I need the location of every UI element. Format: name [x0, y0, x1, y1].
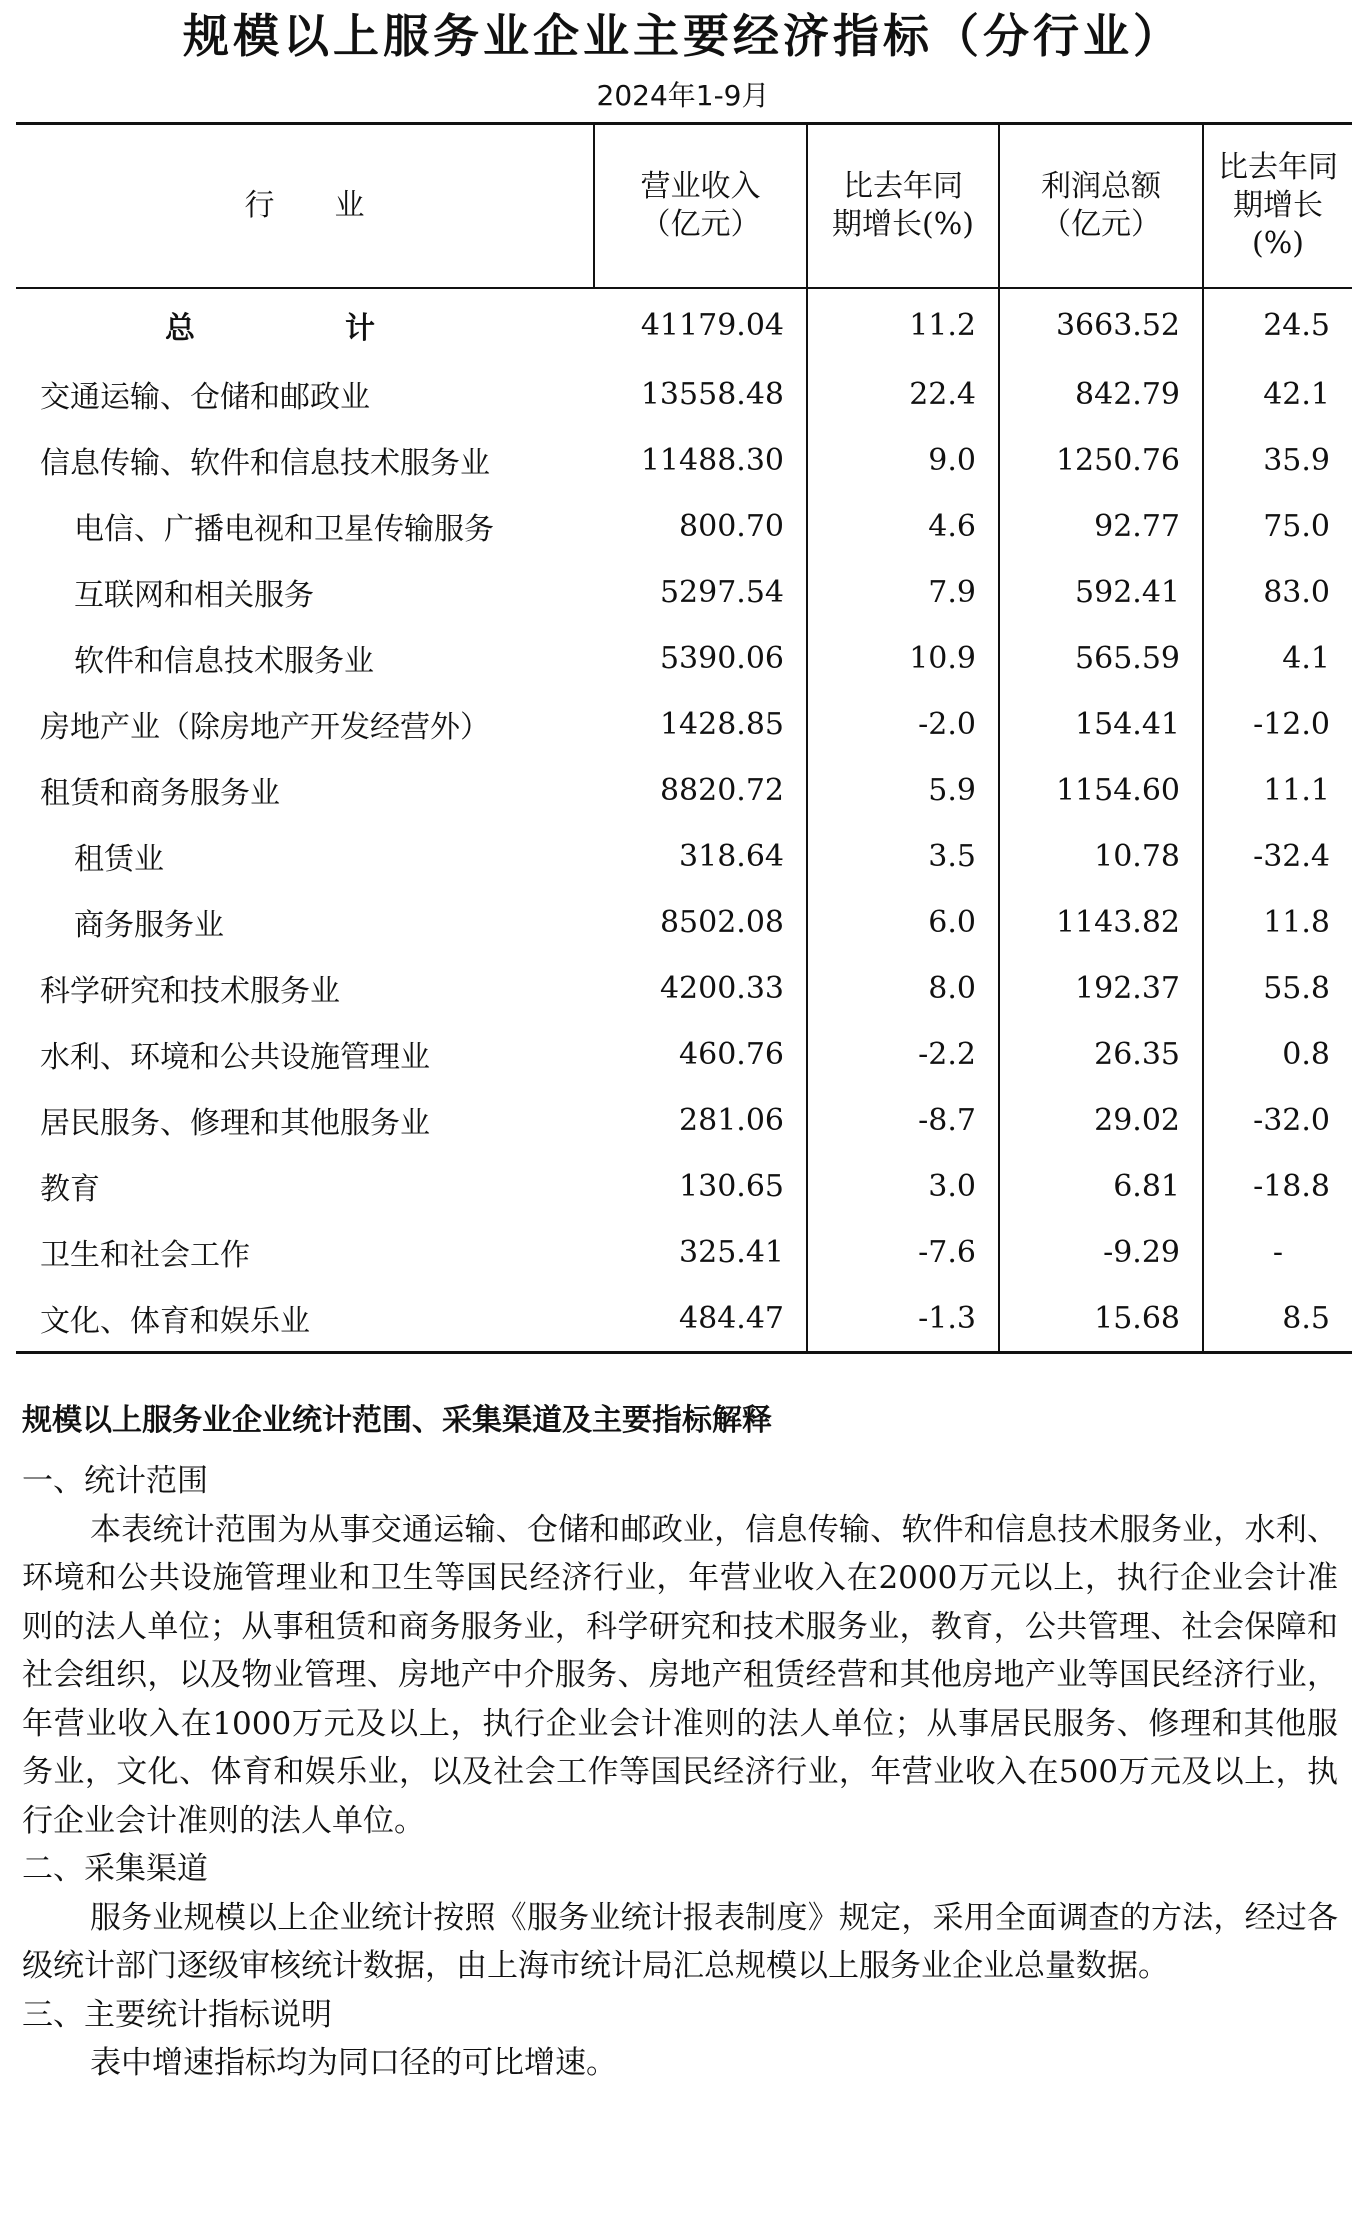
- table-row: [16, 823, 1352, 889]
- profit-cell: 1143.82: [999, 889, 1203, 955]
- profit-growth-cell: -32.0: [1203, 1087, 1352, 1153]
- profit-cell: 154.41: [999, 691, 1203, 757]
- profit-growth-cell: -12.0: [1203, 691, 1352, 757]
- header-revenue-growth-unit: 期增长(%): [832, 207, 974, 242]
- profit-cell: 92.77: [999, 493, 1203, 559]
- header-profit-growth: [1203, 124, 1352, 289]
- notes-heading: 规模以上服务业企业统计范围、采集渠道及主要指标解释: [22, 1403, 772, 1438]
- page-title: 规模以上服务业企业主要经济指标（分行业）: [183, 9, 1183, 63]
- section-body-indicators: 表中增速指标均为同口径的可比增速。: [90, 2045, 617, 2081]
- industry-cell: 居民服务、修理和其他服务业: [40, 1106, 430, 1141]
- industry-cell: 房地产业（除房地产开发经营外）: [40, 710, 490, 745]
- notes-section: [22, 1393, 1338, 2088]
- revenue-cell: 484.47: [594, 1285, 807, 1353]
- header-profit-unit: （亿元）: [1041, 207, 1161, 242]
- table-row: [16, 1087, 1352, 1153]
- revenue-growth-cell: 7.9: [807, 559, 999, 625]
- table-row: [16, 1219, 1352, 1285]
- header-profit-line: 利润总额: [1041, 169, 1161, 204]
- table-row: [16, 361, 1352, 427]
- revenue-cell: 13558.48: [640, 376, 784, 412]
- profit-cell: 1250.76: [999, 427, 1203, 493]
- profit-growth-cell: 4.1: [1203, 625, 1352, 691]
- industry-cell: 商务服务业: [74, 908, 224, 943]
- revenue-growth-cell: -8.7: [807, 1087, 999, 1153]
- section-title-channel: 二、采集渠道: [22, 1851, 208, 1887]
- industry-cell: 卫生和社会工作: [40, 1238, 250, 1273]
- section-title-indicators: 三、主要统计指标说明: [22, 1996, 332, 2033]
- profit-cell: 10.78: [999, 823, 1203, 889]
- profit-cell: 29.02: [999, 1087, 1203, 1153]
- industry-cell: 交通运输、仓储和邮政业: [40, 380, 370, 415]
- header-profit-growth-line: 比去年同: [1218, 150, 1338, 185]
- profit-cell: 26.35: [999, 1021, 1203, 1087]
- header-profit-growth-line2: 期增长: [1233, 188, 1323, 223]
- industry-cell: 租赁业: [74, 842, 164, 877]
- revenue-cell: 5297.54: [659, 574, 784, 610]
- table-row-total: [16, 288, 1352, 361]
- revenue-cell: 318.64: [679, 838, 784, 874]
- profit-growth-cell: 42.1: [1203, 361, 1352, 427]
- header-revenue-line: 营业收入: [640, 169, 761, 204]
- revenue-growth-cell: 22.4: [807, 361, 999, 427]
- industry-cell: 总 计: [165, 311, 405, 346]
- revenue-cell: 281.06: [679, 1102, 784, 1138]
- revenue-growth-cell: -1.3: [807, 1285, 999, 1353]
- profit-growth-cell: 83.0: [1203, 559, 1352, 625]
- table-row: [16, 559, 1352, 625]
- table-row: [16, 493, 1352, 559]
- table-row: [16, 1021, 1352, 1087]
- profit-cell: 592.41: [999, 559, 1203, 625]
- table-row: [16, 691, 1352, 757]
- revenue-cell: 8820.72: [659, 772, 784, 808]
- profit-cell: 842.79: [999, 361, 1203, 427]
- revenue-cell: 1428.85: [659, 706, 784, 742]
- industry-cell: 互联网和相关服务: [74, 578, 314, 613]
- profit-cell: -9.29: [999, 1219, 1203, 1285]
- profit-cell: 15.68: [999, 1285, 1203, 1353]
- profit-growth-cell: 8.5: [1203, 1285, 1352, 1353]
- revenue-growth-cell: -2.2: [807, 1021, 999, 1087]
- revenue-growth-cell: 4.6: [807, 493, 999, 559]
- profit-growth-cell: 11.1: [1203, 757, 1352, 823]
- industry-cell: 电信、广播电视和卫星传输服务: [74, 512, 494, 547]
- header-revenue-unit: （亿元）: [640, 207, 761, 242]
- profit-cell: 6.81: [999, 1153, 1203, 1219]
- table-row: [16, 1153, 1352, 1219]
- table-row: [16, 955, 1352, 1021]
- industry-cell: 软件和信息技术服务业: [74, 644, 374, 679]
- header-revenue: [594, 124, 807, 289]
- industry-cell: 科学研究和技术服务业: [40, 974, 340, 1009]
- table-row: [16, 889, 1352, 955]
- table-row: [16, 757, 1352, 823]
- section-body-channel: 服务业规模以上企业统计按照《服务业统计报表制度》规定，采用全面调查的方法，经过各级统计部门逐级审核统计数据，由上海市统计局汇总规模以上服务业企业总量数据。: [22, 1899, 1338, 1984]
- revenue-cell: 11488.30: [640, 442, 784, 478]
- table-row: [16, 625, 1352, 691]
- profit-cell: 1154.60: [999, 757, 1203, 823]
- revenue-growth-cell: 5.9: [807, 757, 999, 823]
- revenue-growth-cell: 6.0: [807, 889, 999, 955]
- revenue-growth-cell: 8.0: [807, 955, 999, 1021]
- profit-growth-cell: 24.5: [1203, 288, 1352, 361]
- revenue-cell: 460.76: [679, 1036, 784, 1072]
- revenue-growth-cell: -2.0: [807, 691, 999, 757]
- revenue-cell: 325.41: [679, 1234, 784, 1270]
- industry-cell: 租赁和商务服务业: [40, 776, 280, 811]
- revenue-growth-cell: 3.0: [807, 1153, 999, 1219]
- revenue-growth-cell: 3.5: [807, 823, 999, 889]
- header-profit: [999, 124, 1203, 289]
- table-row: [16, 427, 1352, 493]
- revenue-growth-cell: 11.2: [807, 288, 999, 361]
- industry-cell: 文化、体育和娱乐业: [16, 1285, 594, 1353]
- indicators-table: [16, 122, 1352, 1354]
- table-header-row: [16, 124, 1352, 289]
- profit-growth-cell: -: [1203, 1219, 1352, 1285]
- header-revenue-growth-line: 比去年同: [843, 169, 963, 204]
- industry-cell: 水利、环境和公共设施管理业: [40, 1040, 430, 1075]
- header-revenue-growth: [807, 124, 999, 289]
- section-title-scope: 一、统计范围: [22, 1463, 208, 1499]
- section-body-scope: 本表统计范围为从事交通运输、仓储和邮政业，信息传输、软件和信息技术服务业，水利、环境和公共设施管理业和卫生等国民经济行业，年营业收入在2000万元以上，执行企业会计准则的法人单位；从事租赁和商务服务业，科学研究和技术服务业，教育，公共管理、社会保障和社会组织，以及物业管理、房地产中介服务、房地产租赁经营和其他房地产业等国民经济行业，年营业收入在1000万元及以上，执行企业会计准则的法人单位；从事居民服务、修理和其他服务业，文化、体育和娱乐业，以及社会工作等国民经济行业，年营业收入在500万元及以上，执行企业会计准则的法人单位。: [22, 1511, 1338, 1839]
- header-profit-growth-unit: (%): [1252, 226, 1304, 261]
- profit-growth-cell: 0.8: [1203, 1021, 1352, 1087]
- profit-growth-cell: 75.0: [1203, 493, 1352, 559]
- profit-cell: 3663.52: [999, 288, 1203, 361]
- revenue-growth-cell: 10.9: [807, 625, 999, 691]
- industry-cell: 信息传输、软件和信息技术服务业: [40, 446, 490, 481]
- profit-cell: 565.59: [999, 625, 1203, 691]
- profit-cell: 192.37: [999, 955, 1203, 1021]
- revenue-cell: 41179.04: [640, 307, 784, 343]
- profit-growth-cell: -32.4: [1203, 823, 1352, 889]
- header-industry: [16, 124, 594, 289]
- period-subtitle: 2024年1-9月: [596, 79, 770, 112]
- revenue-cell: 8502.08: [659, 904, 784, 940]
- revenue-cell: 5390.06: [659, 640, 784, 676]
- industry-cell: 教育: [40, 1172, 100, 1207]
- header-industry-label: 行 业: [244, 188, 365, 223]
- profit-growth-cell: 55.8: [1203, 955, 1352, 1021]
- profit-growth-cell: 35.9: [1203, 427, 1352, 493]
- revenue-cell: 800.70: [679, 508, 784, 544]
- revenue-growth-cell: -7.6: [807, 1219, 999, 1285]
- table-row: [16, 1285, 1352, 1353]
- profit-growth-cell: -18.8: [1203, 1153, 1352, 1219]
- revenue-cell: 130.65: [679, 1168, 784, 1204]
- profit-growth-cell: 11.8: [1203, 889, 1352, 955]
- revenue-growth-cell: 9.0: [807, 427, 999, 493]
- revenue-cell: 4200.33: [659, 970, 784, 1006]
